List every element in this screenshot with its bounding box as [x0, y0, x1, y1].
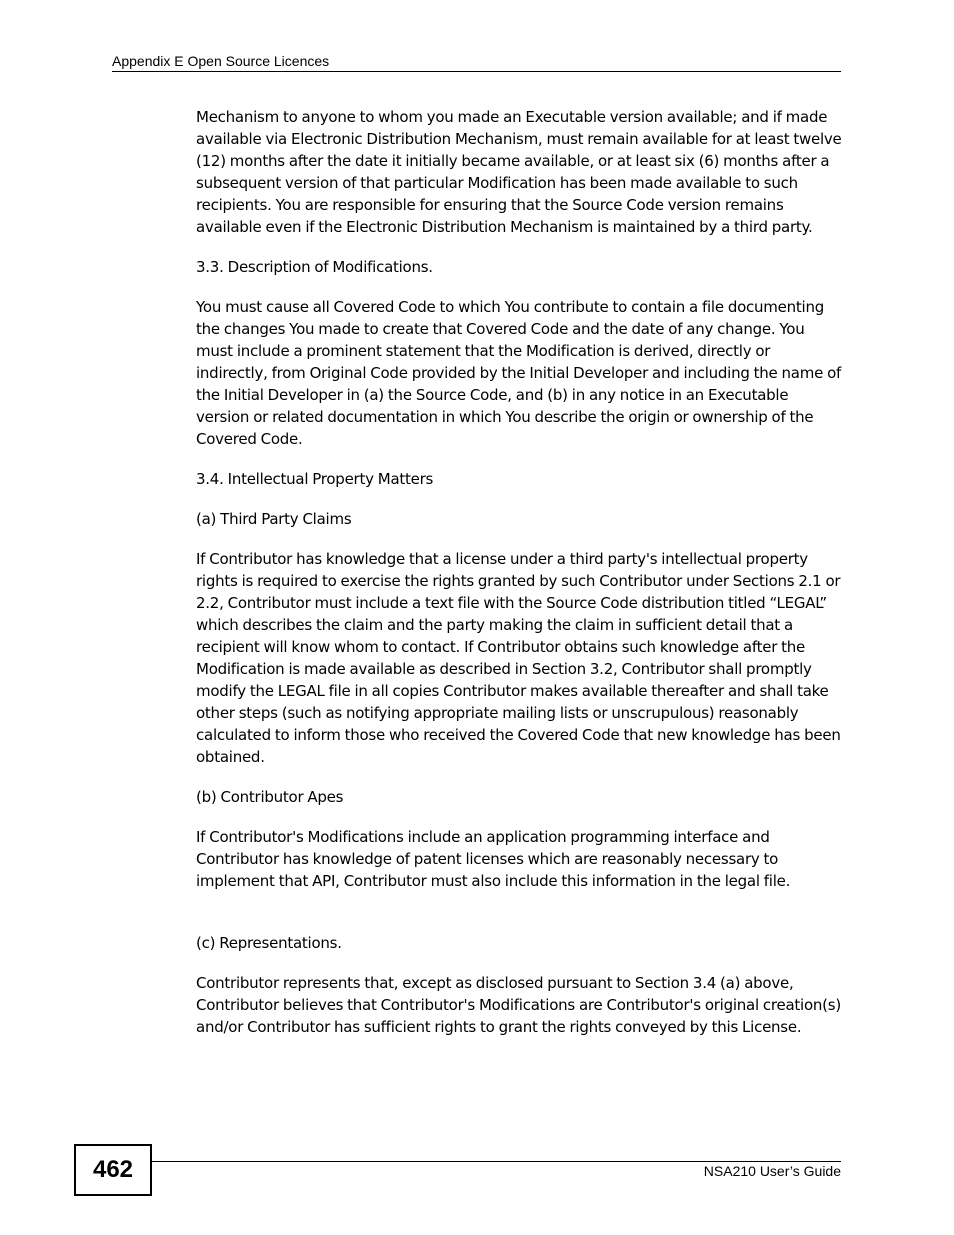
document-body	[196, 106, 844, 1056]
section-heading-3-3: 3.3. Description of Modifications.	[196, 258, 433, 276]
paragraph-description-of-modifications: You must cause all Covered Code to which You contribute to contain a file documenting the changes You made to create that Covered Code and the date of any change. You must include a prominent statement that the Modification is derived, directly or indirectly, from Original Code provided by the Initial Developer and including the name of the Initial Developer in (a) the Source Code, and (b) in any notice in an Executable version or related documentation in which You describe the origin or ownership of the Covered Code.	[196, 298, 842, 448]
paragraph-contributor-apes: If Contributor's Modifications include an application programming interface and Contributor has knowledge of patent licenses which are reasonably necessary to implement that API, Contributor must also include this information in the legal file.	[196, 828, 791, 890]
paragraph-third-party-claims: If Contributor has knowledge that a license under a third party's intellectual property rights is required to exercise the rights granted by such Contributor under Sections 2.1 or 2.2, Contributor must include a text file with the Source Code distribution titled “LEGAL” which describes the claim and the party making the claim in sufficient detail that a recipient will know whom to contact. If Contributor obtains such knowledge after the Modification is made available as described in Section 3.2, Contributor shall promptly modify the LEGAL file in all copies Contributor makes available thereafter and shall take other steps (such as notifying appropriate mailing lists or unscrupulous) reasonably calculated to inform those who received the Covered Code that new knowledge has been obtained.	[196, 550, 841, 766]
paragraph-mechanism: Mechanism to anyone to whom you made an Executable version available; and if made available via Electronic Distribution Mechanism, must remain available for at least twelve (12) months after the date it initially became available, or at least six (6) months after a subsequent version of that particular Modification has been made available to such recipients. You are responsible for ensuring that the Source Code version remains available even if the Electronic Distribution Mechanism is maintained by a third party.	[196, 108, 842, 236]
page-number: 462	[92, 1156, 134, 1183]
subheading-representations: (c) Representations.	[196, 934, 342, 952]
subheading-contributor-apes: (b) Contributor Apes	[196, 788, 344, 806]
section-heading-3-4: 3.4. Intellectual Property Matters	[196, 470, 434, 488]
page-number-box	[74, 1144, 152, 1196]
header-divider	[112, 71, 841, 72]
subheading-third-party-claims: (a) Third Party Claims	[196, 510, 352, 528]
guide-title: NSA210 User’s Guide	[703, 1163, 841, 1179]
paragraph-representations: Contributor represents that, except as disclosed pursuant to Section 3.4 (a) above, Contributor believes that Contributor's Modifications are Contributor's original creation(s) and/or Contributor has sufficient rights to grant the rights conveyed by this License.	[196, 974, 841, 1036]
running-header: Appendix E Open Source Licences	[112, 53, 330, 69]
